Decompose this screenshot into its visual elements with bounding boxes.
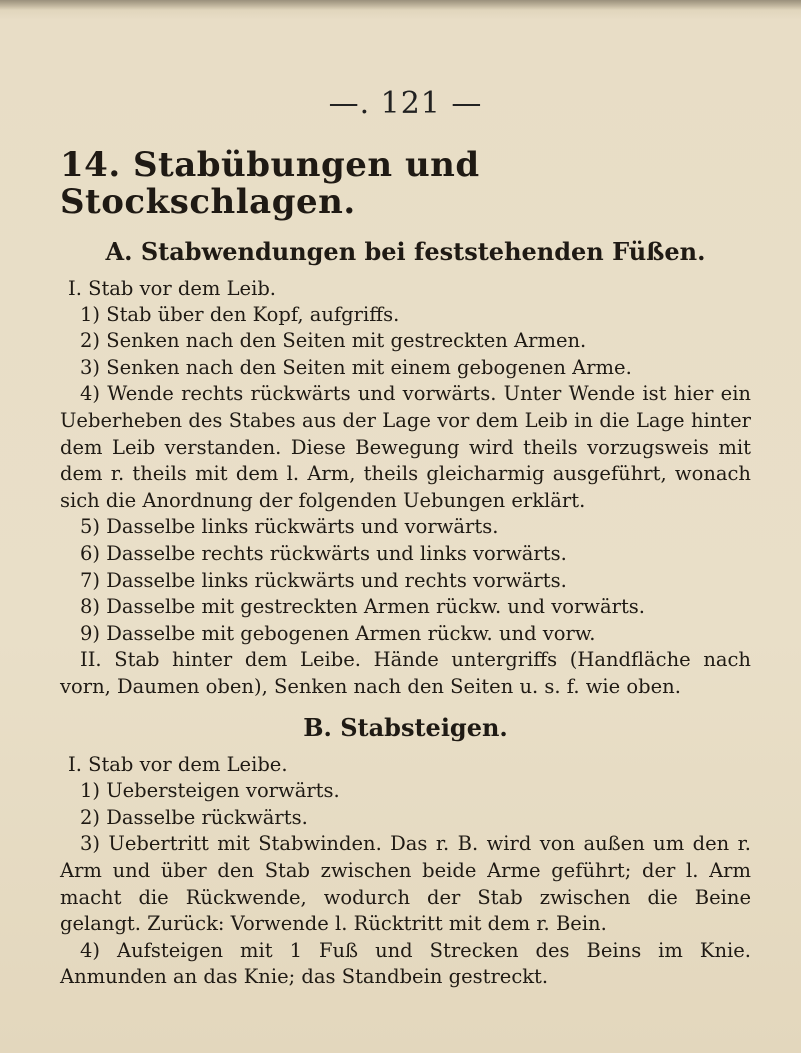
section-a-item-3: 3) Senken nach den Seiten mit einem gebogenen Arme.	[80, 355, 632, 379]
section-a-item-6: 6) Dasselbe rechts rückwärts und links vorwärts.	[80, 541, 567, 565]
page-number: —. 121 —	[328, 86, 483, 121]
section-b-item-4: 4) Aufsteigen mit 1 Fuß und Strecken des Beins im Knie. Anmunden an das Knie; das Standbein gestreckt.	[60, 938, 751, 989]
section-b-item-1: 1) Uebersteigen vorwärts.	[80, 779, 340, 803]
section-a-item-7: 7) Dasselbe links rückwärts und rechts vorwärts.	[80, 568, 567, 592]
section-b-subheading-i: I. Stab vor dem Leibe.	[68, 753, 288, 777]
section-a-item-9: 9) Dasselbe mit gebogenen Armen rückw. und vorw.	[80, 621, 596, 645]
section-a-subheading-ii: II. Stab hinter dem Leibe. Hände untergriffs (Handfläche nach vorn, Daumen oben), Senken nach den Seiten u. s. f. wie oben.	[60, 648, 751, 698]
page-top-edge	[0, 0, 801, 10]
section-a-item-5: 5) Dasselbe links rückwärts und vorwärts.	[80, 515, 499, 539]
chapter-title: 14. Stabübungen und Stockschlagen.	[60, 145, 480, 223]
section-a-item-1: 1) Stab über den Kopf, aufgriffs.	[80, 302, 400, 326]
section-b-item-2: 2) Dasselbe rückwärts.	[80, 805, 308, 829]
section-a-item-4: 4) Wende rechts rückwärts und vorwärts. Unter Wende ist hier ein Ueberheben des Stabes aus der Lage vor dem Leib in die Lage hinter dem Leib verstanden. Diese Bewegung wird theils vorzugsweis mit dem r. theils mit dem l. Arm, theils gleicharmig ausgeführt, wonach sich die Anordnung der folgenden Uebungen erklärt.	[60, 382, 751, 512]
section-b-item-3: 3) Uebertritt mit Stabwinden. Das r. B. wird von außen um den r. Arm und über den Stab zwischen beide Arme geführt; der l. Arm macht die Rückwende, wodurch der Stab zwischen die Beine gelangt. Zurück: Vorwende l. Rücktritt mit dem r. Bein.	[60, 832, 751, 936]
section-a-item-2: 2) Senken nach den Seiten mit gestreckten Armen.	[80, 329, 587, 353]
section-a-item-8: 8) Dasselbe mit gestreckten Armen rückw. und vorwärts.	[80, 595, 645, 619]
section-a-heading: A. Stabwendungen bei feststehenden Füßen.	[105, 236, 706, 266]
section-a-subheading-i: I. Stab vor dem Leib.	[68, 276, 276, 300]
section-b-heading: B. Stabsteigen.	[303, 713, 508, 743]
